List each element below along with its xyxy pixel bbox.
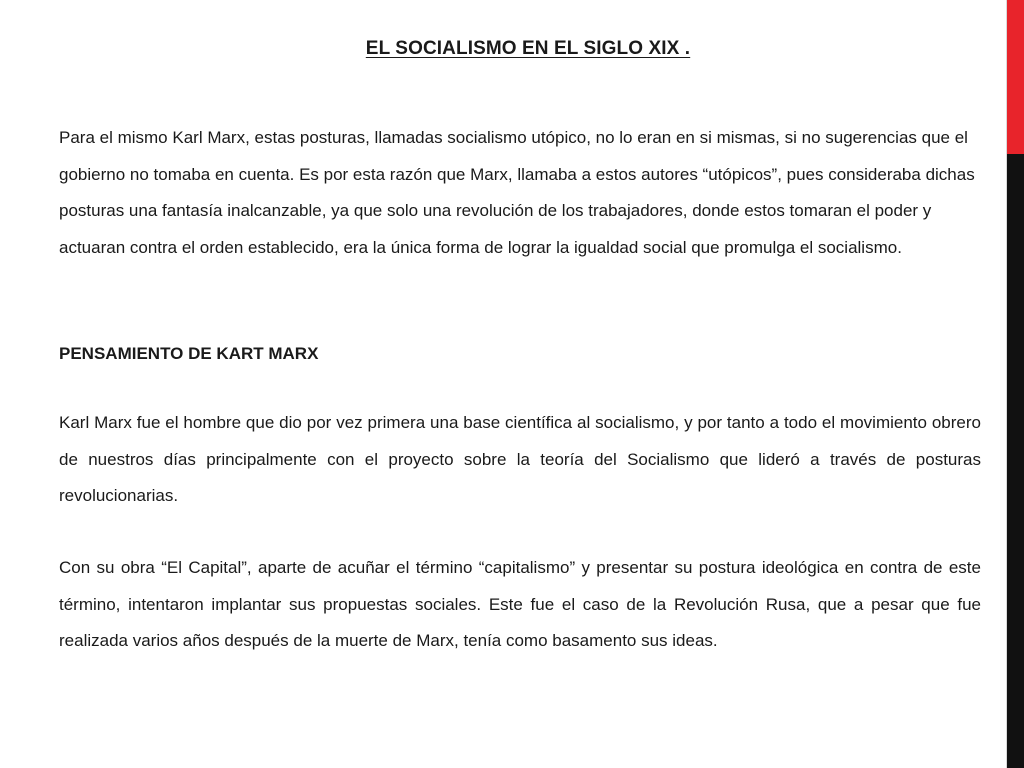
slide-title: EL SOCIALISMO EN EL SIGLO XIX . bbox=[365, 38, 691, 59]
section-heading: PENSAMIENTO DE KART MARX bbox=[59, 344, 319, 363]
paragraph-utopian-socialism: Para el mismo Karl Marx, estas posturas, llamadas socialismo utópico, no lo eran en si mismas, si no sugerencias que el gobierno no tomaba en cuenta. Es por esta razón que Marx, llamaba a estos autores “utópicos”, pues consideraba dichas posturas una fantasía inalcanzable, ya que solo una revolución de los trabajadores, donde estos tomaran el poder y actuaran contra el orden establecido, era la única forma de lograr la igualdad social que promulga el socialismo. bbox=[59, 128, 975, 257]
accent-bar-red-segment bbox=[1007, 0, 1024, 154]
accent-bar bbox=[1007, 0, 1024, 768]
accent-bar-dark-segment bbox=[1007, 154, 1024, 768]
paragraph-marx-scientific-basis: Karl Marx fue el hombre que dio por vez primera una base científica al socialismo, y por tanto a todo el movimiento obrero de nuestros días principalmente con el proyecto sobre la teoría del Socialismo que lideró a través de posturas revolucionarias. bbox=[59, 413, 981, 505]
paragraph-el-capital: Con su obra “El Capital”, aparte de acuñar el término “capitalismo” y presentar su postura ideológica en contra de este término, intentaron implantar sus propuestas sociales. Este fue el caso de la Revolución Rusa, que a pesar que fue realizada varios años después de la muerte de Marx, tenía como basamento sus ideas. bbox=[59, 558, 981, 650]
